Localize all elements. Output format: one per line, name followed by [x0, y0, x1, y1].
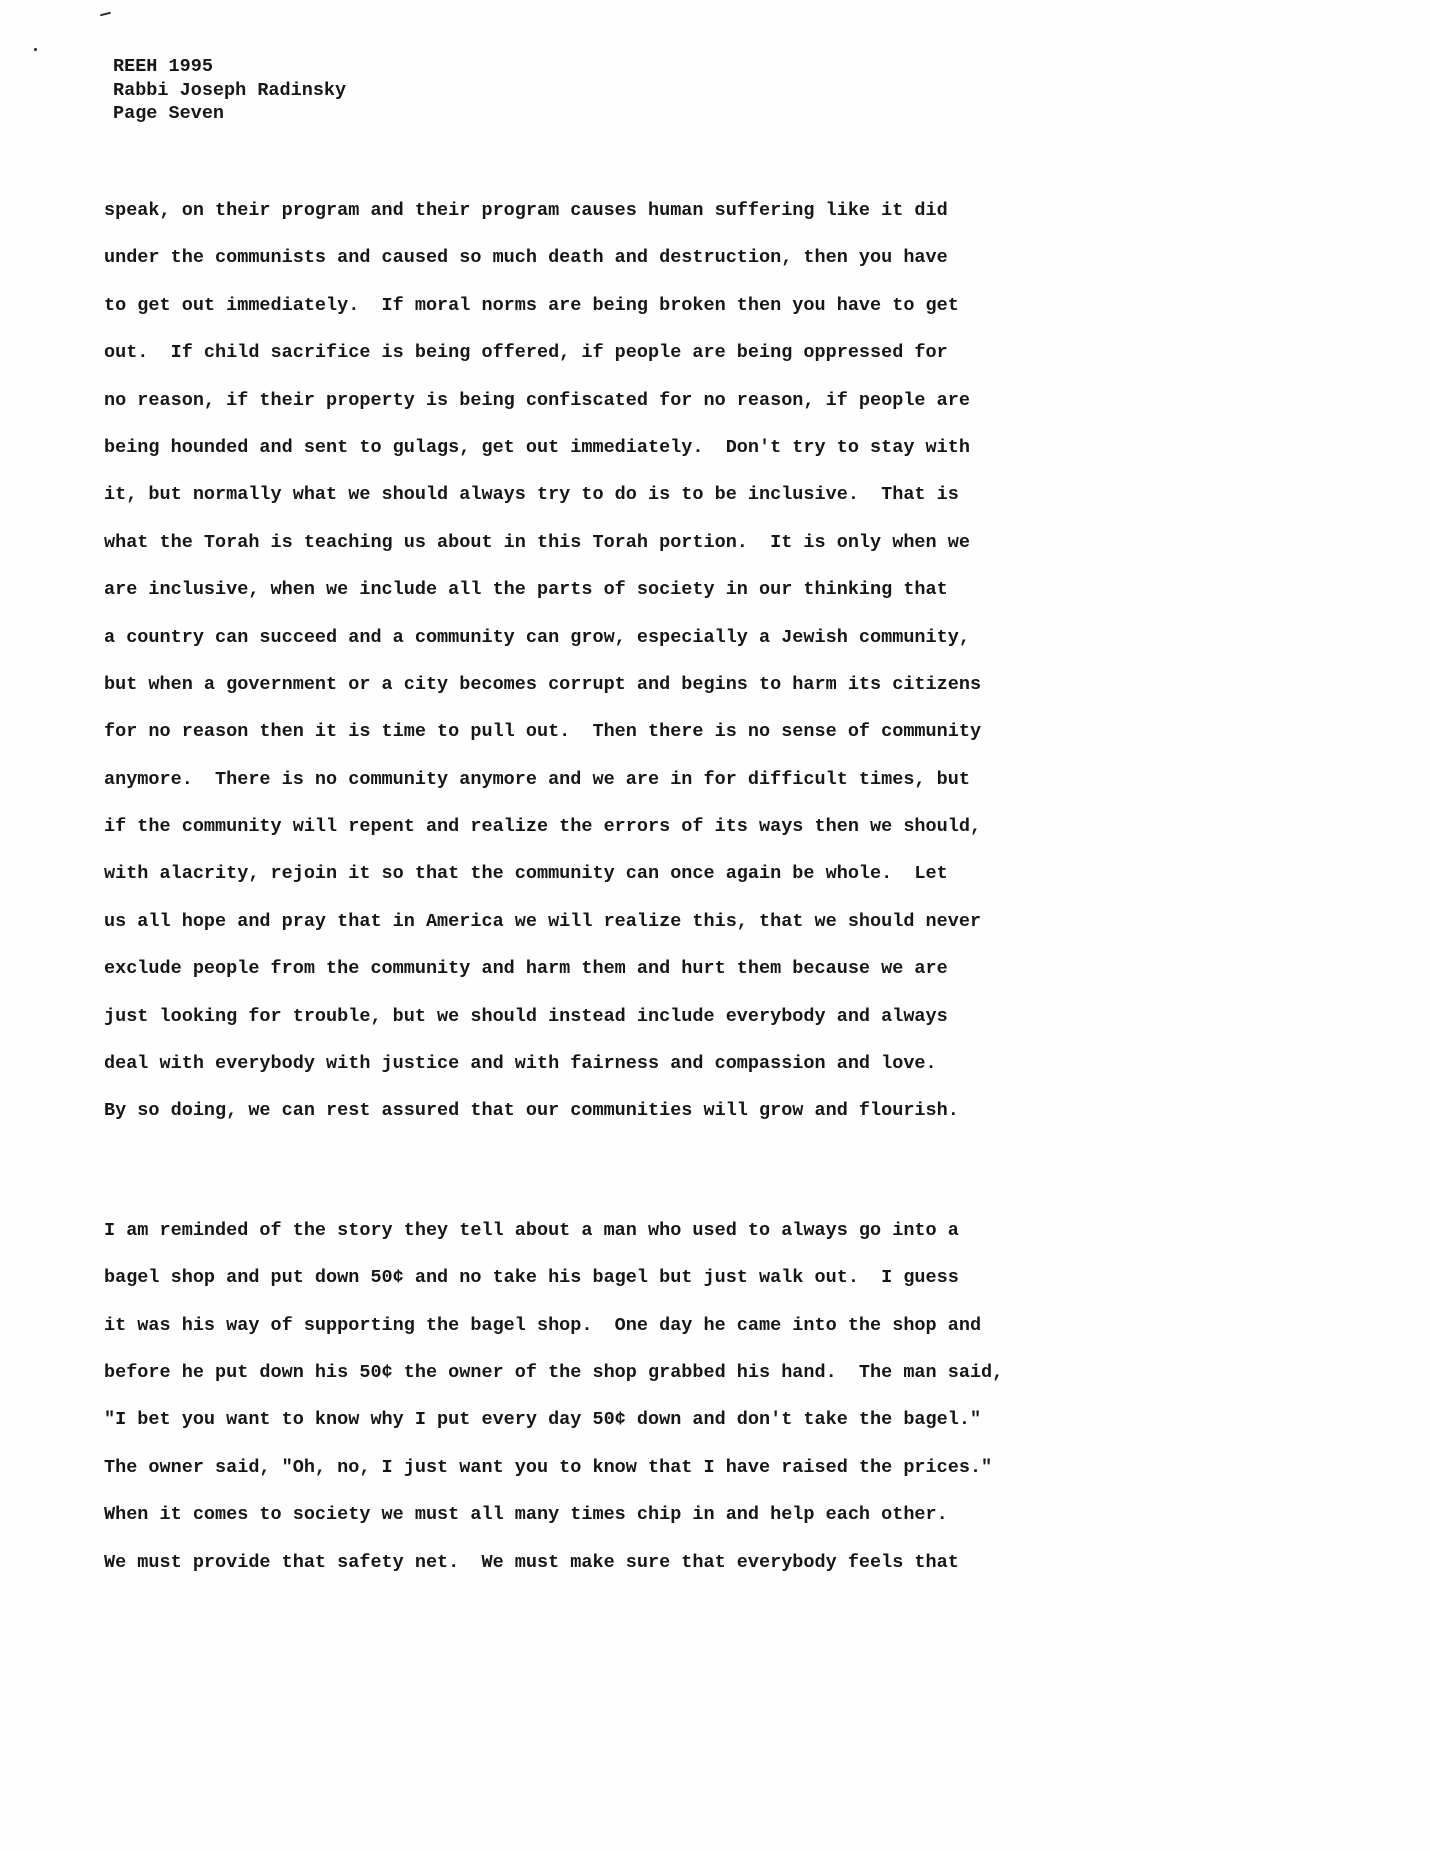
- text-line: before he put down his 50¢ the owner of the shop grabbed his hand. The man said,: [104, 1361, 1004, 1383]
- header-line: Page Seven: [113, 103, 225, 125]
- text-line: exclude people from the community and harm them and hurt them because we are: [104, 958, 948, 980]
- text-line: with alacrity, rejoin it so that the community can once again be whole. Let: [104, 863, 948, 885]
- text-line: When it comes to society we must all many times chip in and help each other.: [104, 1504, 948, 1526]
- text-line: just looking for trouble, but we should instead include everybody and always: [104, 1005, 948, 1027]
- text-line: out. If child sacrifice is being offered, if people are being oppressed for: [104, 342, 948, 364]
- text-line: anymore. There is no community anymore and we are in for difficult times, but: [104, 768, 970, 790]
- text-line: The owner said, "Oh, no, I just want you to know that I have raised the prices.": [104, 1456, 993, 1478]
- document-header: [113, 55, 346, 126]
- header-line: Rabbi Joseph Radinsky: [113, 79, 347, 101]
- text-line: what the Torah is teaching us about in this Torah portion. It is only when we: [104, 531, 970, 553]
- text-line: We must provide that safety net. We must make sure that everybody feels that: [104, 1551, 959, 1573]
- text-line: a country can succeed and a community can grow, especially a Jewish community,: [104, 626, 970, 648]
- document-body: [104, 157, 1044, 1640]
- text-line: are inclusive, when we include all the parts of society in our thinking that: [104, 579, 948, 601]
- text-line: speak, on their program and their program causes human suffering like it did: [104, 200, 948, 221]
- text-line: I am reminded of the story they tell about a man who used to always go into a: [104, 1219, 959, 1241]
- text-line: to get out immediately. If moral norms are being broken then you have to get: [104, 294, 959, 316]
- text-line: bagel shop and put down 50¢ and no take his bagel but just walk out. I guess: [104, 1267, 959, 1289]
- scan-artifact-dot: [34, 48, 37, 51]
- header-line: REEH 1995: [113, 56, 213, 77]
- text-line: it, but normally what we should always try to do is to be inclusive. That is: [104, 484, 959, 506]
- text-line: "I bet you want to know why I put every day 50¢ down and don't take the bagel.": [104, 1409, 982, 1431]
- text-line: if the community will repent and realize the errors of its ways then we should,: [104, 816, 982, 838]
- text-line: but when a government or a city becomes corrupt and begins to harm its citizens: [104, 673, 982, 695]
- paragraph-community: [104, 199, 1044, 1147]
- text-line: deal with everybody with justice and with fairness and compassion and love.: [104, 1053, 937, 1075]
- scan-artifact-dash: [100, 12, 111, 17]
- paragraph-bagel-story: [104, 1219, 1044, 1598]
- text-line: for no reason then it is time to pull out. Then there is no sense of community: [104, 721, 982, 743]
- text-line: it was his way of supporting the bagel shop. One day he came into the shop and: [104, 1314, 982, 1336]
- text-line: By so doing, we can rest assured that our communities will grow and flourish.: [104, 1100, 959, 1122]
- text-line: being hounded and sent to gulags, get out immediately. Don't try to stay with: [104, 436, 970, 458]
- text-line: us all hope and pray that in America we will realize this, that we should never: [104, 910, 982, 932]
- text-line: under the communists and caused so much death and destruction, then you have: [104, 247, 948, 269]
- text-line: no reason, if their property is being confiscated for no reason, if people are: [104, 389, 970, 411]
